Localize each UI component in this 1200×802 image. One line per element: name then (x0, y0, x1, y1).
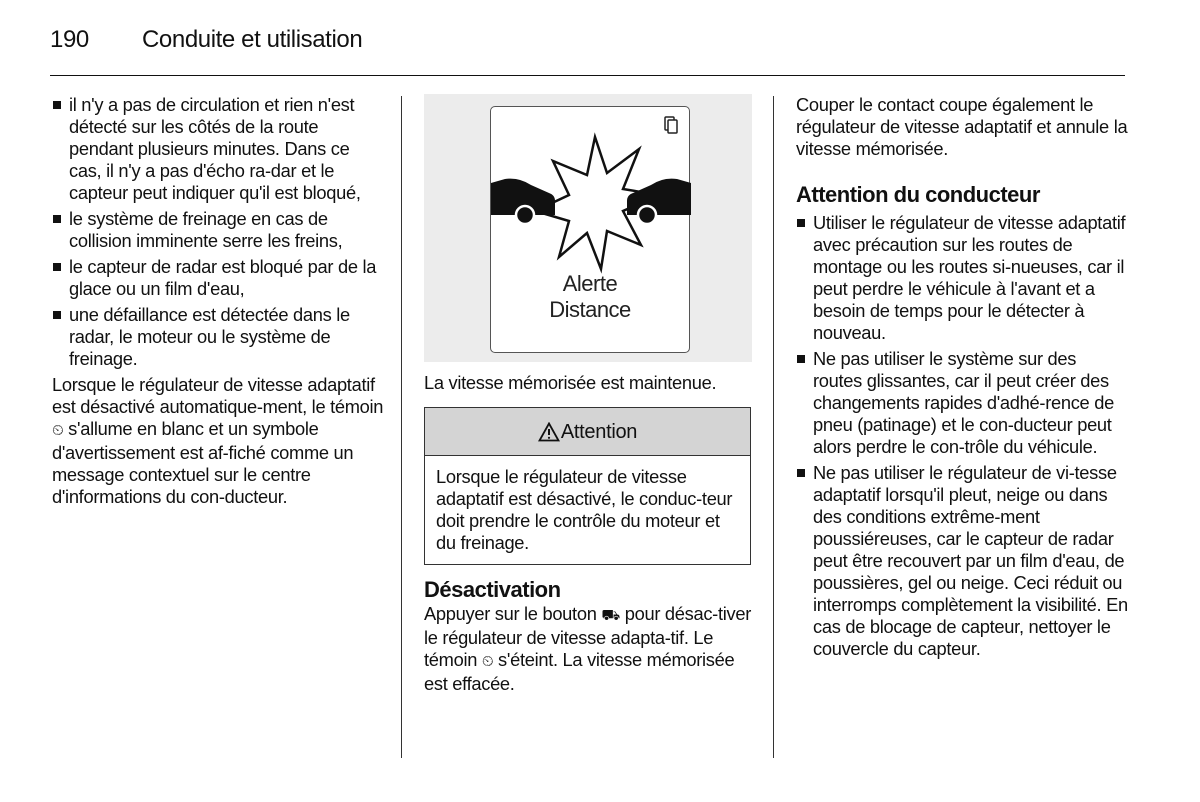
paragraph (424, 603, 752, 695)
paragraph-text: Appuyer sur le bouton (424, 603, 602, 624)
figure (424, 94, 752, 362)
warning-header (425, 408, 750, 456)
warning-triangle-icon (538, 422, 560, 442)
figure-caption: La vitesse mémorisée est maintenue. (424, 372, 717, 393)
bullet-list (796, 212, 1128, 660)
acc-indicator-icon: ⏲ (52, 422, 64, 439)
column-middle (424, 94, 752, 695)
warning-title: Attention (560, 420, 638, 443)
column-divider-2 (773, 96, 774, 758)
section-title-driver-attention: Attention du conducteur (796, 182, 1040, 207)
paragraph-text: Lorsque le régulateur de vitesse adaptatif est désactivé automatique-ment, le témoin (52, 374, 384, 417)
alert-label-line1: Alerte (562, 271, 618, 296)
right-car-icon (627, 179, 691, 224)
paragraph-text: s'éteint. La vitesse mémorisée est effacée. (424, 649, 735, 694)
paragraph-text: pour désac-tiver le régulateur de vitesse adapta-tif. Le témoin (424, 603, 751, 670)
left-car-icon (491, 179, 555, 224)
warning-body: Lorsque le régulateur de vitesse adaptatif est désactivé, le conduc-teur doit prendre le contrôle du moteur et du freinage. (436, 466, 733, 553)
paragraph (52, 374, 384, 508)
bullet-list (52, 94, 384, 370)
list-item: Utiliser le régulateur de vitesse adaptatif avec précaution sur les routes de montage ou les routes si-nueuses, car il peut perdre le véhicule à l'avant et a besoin de temps pour le détecter à nouveau. (796, 212, 1128, 344)
alert-display-panel (490, 106, 690, 353)
paragraph-text: s'allume en blanc et un symbole d'avertissement est af-fiché comme un message contextuel sur le centre d'informations du con-ducteur. (52, 418, 354, 507)
alert-label-line2: Distance (549, 297, 631, 322)
acc-indicator-icon: ⏲ (481, 653, 494, 670)
header-divider (50, 75, 1125, 76)
list-item: il n'y a pas de circulation et rien n'est détecté sur les côtés de la route pendant plusieurs minutes. Dans ce cas, il n'y a pas d'écho ra-dar et le capteur peut indiquer qu'il est bloqué, (52, 94, 384, 204)
section-title-deactivation: Désactivation (424, 577, 561, 602)
list-item: le système de freinage en cas de collision imminente serre les freins, (52, 208, 384, 252)
warning-box (424, 407, 751, 565)
list-item: le capteur de radar est bloqué par de la glace ou un film d'eau, (52, 256, 384, 300)
page-title: Conduite et utilisation (142, 26, 363, 53)
page-number: 190 (50, 26, 89, 53)
column-left (52, 94, 384, 508)
page-header (50, 26, 362, 56)
list-item: une défaillance est détectée dans le radar, le moteur ou le système de freinage. (52, 304, 384, 370)
column-divider-1 (401, 96, 402, 758)
column-right (796, 94, 1128, 664)
acc-button-icon: ⛟ (601, 607, 620, 624)
list-item: Ne pas utiliser le système sur des routes glissantes, car il peut créer des changements rapides d'adhé-rence de pneu (patinage) et le con-ducteur peut alors perdre le con-trôle du véhicule. (796, 348, 1128, 458)
list-item: Ne pas utiliser le régulateur de vi-tesse adaptatif lorsqu'il pleut, neige ou dans des conditions extrême-ment poussiéreuses, car le capteur de radar peut être recouvert par un film d'eau, de poussières, gel ou neige. Ceci réduit ou interromps complètement la visibilité. En cas de blocage de capteur, nettoyer le couvercle du capteur. (796, 462, 1128, 660)
document-icon (665, 117, 677, 133)
paragraph: Couper le contact coupe également le régulateur de vitesse adaptatif et annule la vitesse mémorisée. (796, 94, 1128, 159)
